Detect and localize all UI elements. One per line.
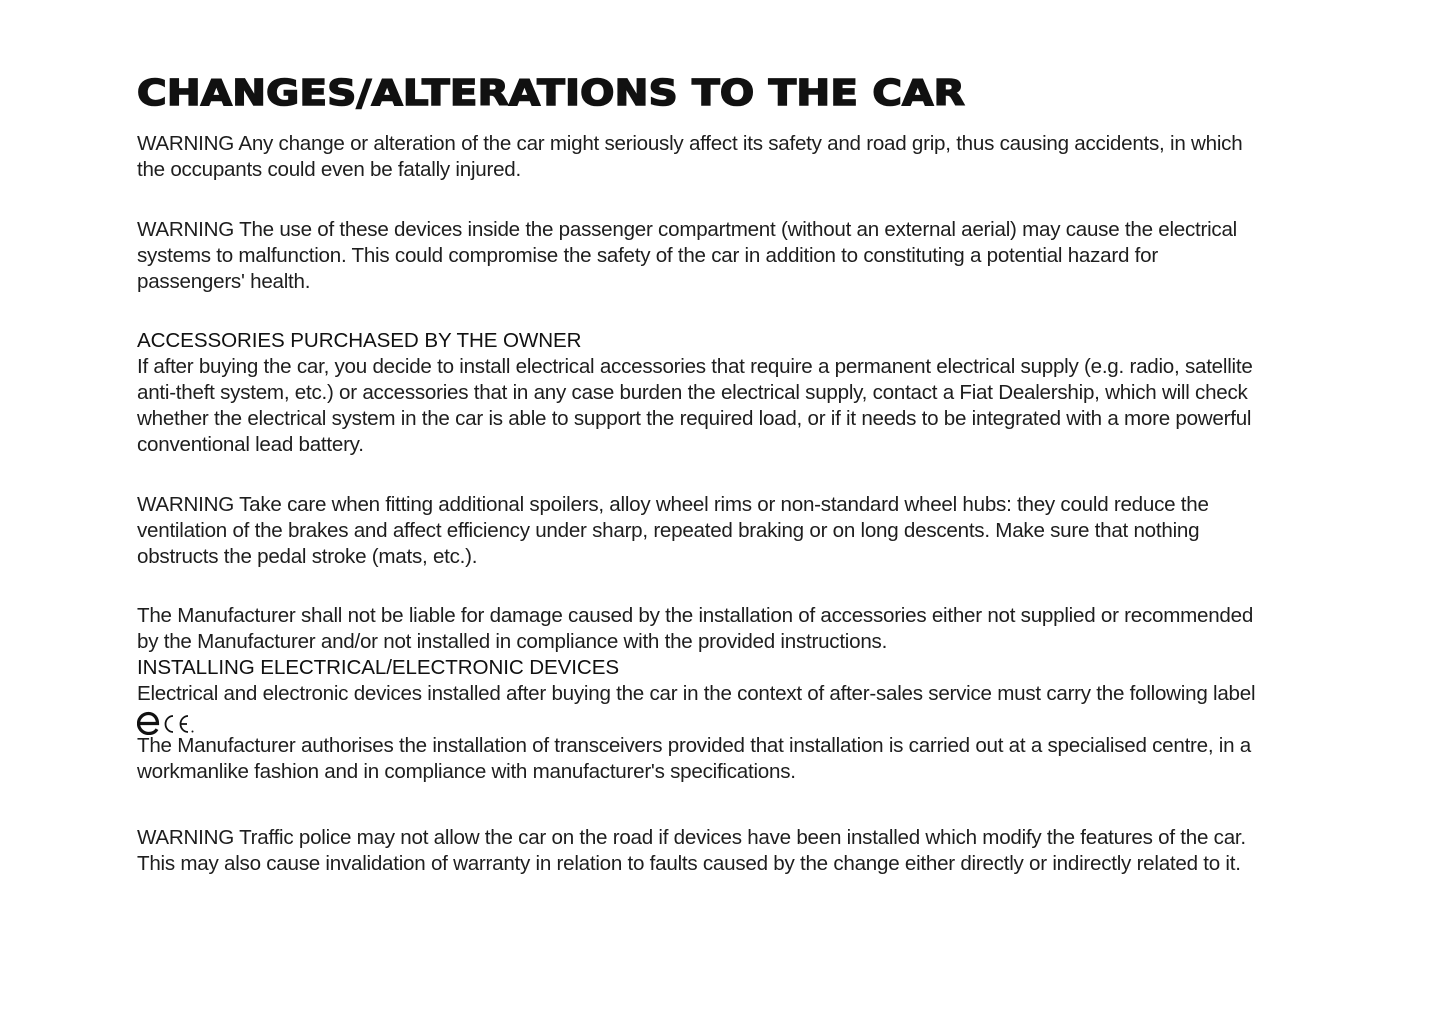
text-line: WARNING The use of these devices inside the passenger compartment (without an external aerial) may cause the electrical <box>137 218 1238 241</box>
warning-traffic-police-paragraph <box>137 825 1246 877</box>
warning-alterations-paragraph <box>137 131 1242 183</box>
warning-spoilers-paragraph <box>137 492 1209 570</box>
text-line: This may also cause invalidation of warranty in relation to faults caused by the change either directly or indirectly related to it. <box>137 852 1241 875</box>
text-line: ventilation of the brakes and affect efficiency under sharp, repeated braking or on long descents. Make sure that nothing <box>137 519 1200 542</box>
accessories-section <box>137 328 1253 458</box>
text-line: the occupants could even be fatally injured. <box>137 158 521 181</box>
text-line: by the Manufacturer and/or not installed in compliance with the provided instructions. <box>137 630 888 653</box>
text-line: WARNING Any change or alteration of the car might seriously affect its safety and road grip, thus causing accidents, in which <box>137 132 1243 155</box>
text-line: anti-theft system, etc.) or accessories that in any case burden the electrical supply, contact a Fiat Dealership, which will check <box>137 381 1248 404</box>
text-line: The Manufacturer shall not be liable for damage caused by the installation of accessories either not supplied or recommended <box>137 604 1254 627</box>
e-ce-mark-icon <box>137 707 1255 733</box>
section-heading-installing: INSTALLING ELECTRICAL/ELECTRONIC DEVICES <box>137 656 619 679</box>
text-line: whether the electrical system in the car is able to support the required load, or if it needs to be integrated with a more powerful <box>137 407 1252 430</box>
warning-devices-paragraph <box>137 217 1237 295</box>
text-line: The Manufacturer authorises the installation of transceivers provided that installation is carried out at a specialised centre, in a <box>137 734 1251 757</box>
text-line: If after buying the car, you decide to install electrical accessories that require a permanent electrical supply (e.g. radio, satellite <box>137 355 1253 378</box>
section-heading-accessories: ACCESSORIES PURCHASED BY THE OWNER <box>137 329 582 352</box>
text-line: WARNING Traffic police may not allow the car on the road if devices have been installed which modify the features of the car. <box>137 826 1246 849</box>
text-line: Electrical and electronic devices installed after buying the car in the context of after-sales service must carry the following label <box>137 682 1256 705</box>
text-line: WARNING Take care when fitting additional spoilers, alloy wheel rims or non-standard wheel hubs: they could reduce the <box>137 493 1209 516</box>
text-line: conventional lead battery. <box>137 433 364 456</box>
page-title: CHANGES/ALTERATIONS TO THE CAR <box>137 73 965 114</box>
text-line: passengers' health. <box>137 270 311 293</box>
text-line: workmanlike fashion and in compliance with manufacturer's specifications. <box>137 760 796 783</box>
liability-and-installing-block <box>137 603 1255 785</box>
text-line: obstructs the pedal stroke (mats, etc.). <box>137 545 478 568</box>
text-line: systems to malfunction. This could compromise the safety of the car in addition to constituting a potential hazard for <box>137 244 1158 267</box>
